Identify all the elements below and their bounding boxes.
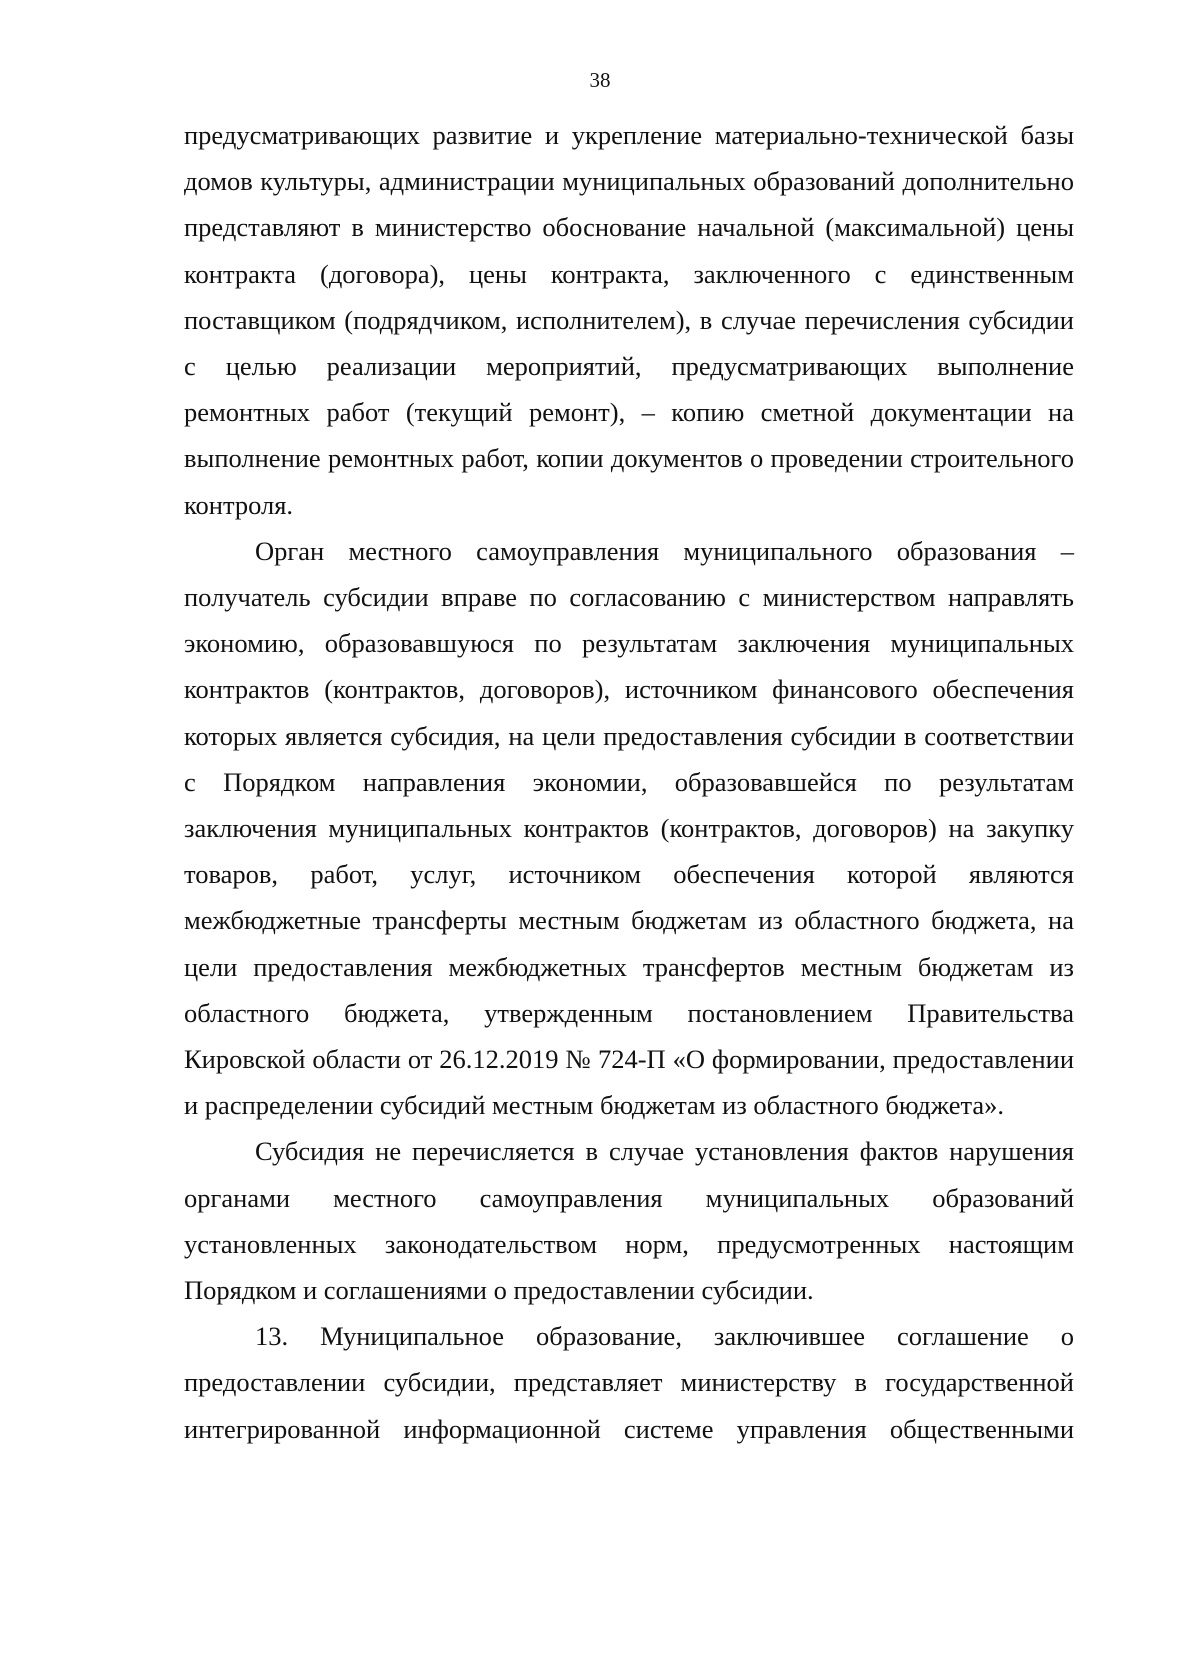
paragraph-savings: Орган местного самоуправления муниципального образования – получатель субсидии вправе по согласованию с министерством направлять экономию, образовавшуюся по результатам заключения муниципальных контрактов (контрактов, договоров), источником финансового обеспечения которых является субсидия, на цели предоставления субсидии в соответствии с Порядком направления экономии, образовавшейся по результатам заключения муниципальных контрактов (контрактов, договоров) на закупку товаров, работ, услуг, источником обеспечения которой являются межбюджетные трансферты местным бюджетам из областного бюджета, на цели предоставления межбюджетных трансфертов местным бюджетам из областного бюджета, утвержденным постановлением Правительства Кировской области от 26.12.2019 № 724-П «О формировании, предоставлении и распределении субсидий местным бюджетам из областного бюджета». xyxy=(184,535,1074,1121)
page-number: 38 xyxy=(589,68,611,92)
paragraph-continuation: предусматривающих развитие и укрепление материально-технической базы домов культуры, администрации муниципальных образований дополнительно представляют в министерство обоснование начальной (максимальной) цены контракта (договора), цены контракта, заключенного с единственным поставщиком (подрядчиком, исполнителем), в случае перечисления субсидии с целью реализации мероприятий, предусматривающих выполнение ремонтных работ (текущий ремонт), – копию сметной документации на выполнение ремонтных работ, копии документов о проведении строительного контроля. xyxy=(184,120,1074,520)
paragraph-item-13: 13. Муниципальное образование, заключившее соглашение о предоставлении субсидии, представляет министерству в государственной интегрированной информационной системе управления общественными xyxy=(184,1321,1074,1444)
document-body xyxy=(184,112,1074,1452)
paragraph-non-transfer: Субсидия не перечисляется в случае установления фактов нарушения органами местного самоуправления муниципальных образований установленных законодательством норм, предусмотренных настоящим Порядком и соглашениями о предоставлении субсидии. xyxy=(184,1136,1074,1306)
